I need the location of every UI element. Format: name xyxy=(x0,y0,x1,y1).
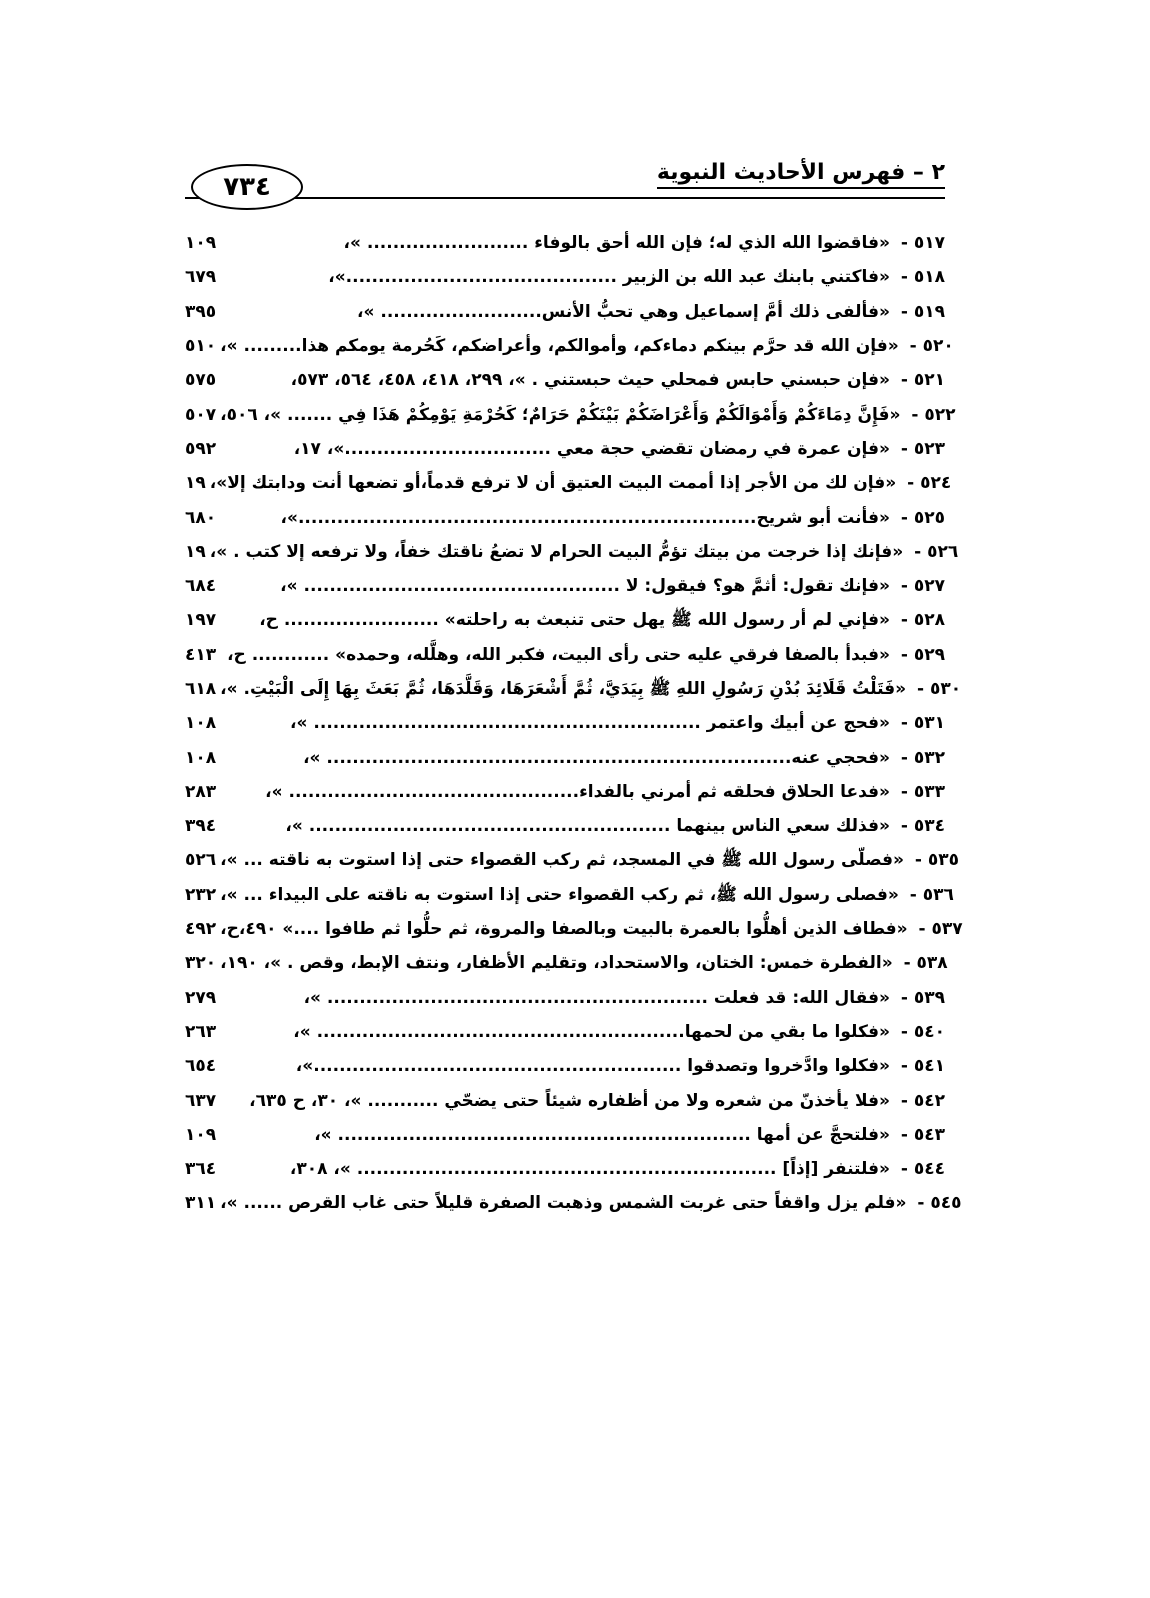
index-entry xyxy=(185,569,945,603)
entry-number: ٥١٨ - xyxy=(900,267,945,288)
entry-number: ٥٢٩ - xyxy=(900,644,945,665)
index-entry xyxy=(185,809,945,843)
index-entry xyxy=(185,775,945,809)
entry-text: «فإن الله قد حرَّم بينكم دماءكم، وأموالكم، وأعراضكم، كَحُرمة يومكم هذا......... »، xyxy=(220,336,899,357)
entry-page-ref: ٦٥٤ xyxy=(185,1056,217,1077)
entry-page-ref: ١٩٧ xyxy=(185,610,217,631)
entry-page-ref: ٣٢٠ xyxy=(185,953,217,974)
entry-number: ٥٣٤ - xyxy=(900,816,945,837)
entry-page-ref: ١٠٩ xyxy=(185,1124,217,1145)
entry-number: ٥٢٠ - xyxy=(909,336,954,357)
entry-page-ref: ٢٣٢ xyxy=(185,884,217,905)
entry-page-ref: ٣١١ xyxy=(185,1193,217,1214)
index-entry xyxy=(185,295,945,329)
index-entry xyxy=(185,329,954,363)
index-entry xyxy=(185,1118,945,1152)
entry-page-ref: ١٩ xyxy=(185,473,206,494)
entry-text: «فكلوا وادَّخروا وتصدقوا .........................................................»، xyxy=(295,1056,890,1077)
entry-number: ٥٣٣ - xyxy=(900,781,945,802)
entry-text: «فطاف الذين أهلُّوا بالعمرة بالبيت وبالصفا والمروة، ثم حلُّوا ثم طافوا ....» ٤٩٠،ح، xyxy=(220,919,908,940)
entry-number: ٥٤٥ - xyxy=(917,1193,962,1214)
entry-text: «فحجي عنه........................................................................ »، xyxy=(303,747,890,768)
entry-number: ٥٣٩ - xyxy=(900,987,945,1008)
entry-number: ٥٢٢ - xyxy=(911,404,956,425)
entry-text: «فحج عن أبيك واعتمر ............................................................ »، xyxy=(290,713,890,734)
entry-number: ٥٢٥ - xyxy=(900,507,945,528)
entry-page-ref: ٦١٨ xyxy=(185,679,217,699)
entry-text: «فإن عمرة في رمضان تقضي حجة معي ................................»، ١٧، xyxy=(293,438,890,459)
entry-number: ٥٤٢ - xyxy=(900,1090,945,1111)
entry-text: «فإني لم أر رسول الله ﷺ يهل حتى تنبعث به راحلته» ........................ ح، xyxy=(259,610,890,631)
entry-number: ٥٢١ - xyxy=(900,370,945,391)
entry-page-ref: ١٠٩ xyxy=(185,233,217,254)
index-entry xyxy=(185,843,960,877)
entry-text: «فاقضوا الله الذي له؛ فإن الله أحق بالوفاء ......................... »، xyxy=(343,233,890,254)
entry-page-ref: ١٠٨ xyxy=(185,713,217,734)
index-entry xyxy=(185,1152,945,1186)
page-title: ٢ – فهرس الأحاديث النبوية xyxy=(657,160,945,189)
entry-text: «فبدأ بالصفا فرقي عليه حتى رأى البيت، فكبر الله، وهلَّله، وحمده» ............ ح، xyxy=(227,644,890,665)
entry-text: «فاكتني بابنك عبد الله بن الزبير ..........................................»، xyxy=(328,267,890,288)
entry-number: ٥٢٤ - xyxy=(907,473,952,494)
entry-page-ref: ٢٧٩ xyxy=(185,987,217,1008)
entry-page-ref: ٦٣٧ xyxy=(185,1090,217,1111)
index-entry xyxy=(185,1015,945,1049)
index-entry xyxy=(185,1083,945,1117)
entry-text: «فإنك تقول: أثمَّ هو؟ فيقول: لا ................................................. »، xyxy=(280,576,890,597)
entry-page-ref: ٥٧٥ xyxy=(185,370,217,391)
entry-page-ref: ٤١٣ xyxy=(185,644,217,665)
page-number: ٧٣٤ xyxy=(191,164,303,210)
entry-number: ٥٢٣ - xyxy=(900,438,945,459)
entry-number: ٥٣٥ - xyxy=(914,850,960,871)
index-entry xyxy=(185,363,945,397)
entry-number: ٥٣٨ - xyxy=(903,953,948,974)
entry-number: ٥١٧ - xyxy=(900,233,945,254)
index-entry xyxy=(185,260,945,294)
entry-page-ref: ٥١٠ xyxy=(185,336,217,357)
index-entry xyxy=(185,535,959,569)
index-entry xyxy=(185,706,945,740)
entry-number: ٥٤٤ - xyxy=(900,1159,945,1180)
index-entry xyxy=(185,672,962,706)
index-entry xyxy=(185,397,956,431)
entry-page-ref: ٥٠٧ xyxy=(185,404,217,425)
page-header xyxy=(185,160,945,208)
entry-number: ٥٢٦ - xyxy=(914,541,959,562)
entry-number: ٥١٩ - xyxy=(900,301,945,322)
entry-page-ref: ٣٩٤ xyxy=(185,816,217,837)
entry-text: «فأنت أبو شريح.......................................................................»، xyxy=(280,507,890,528)
entry-text: «فَتَلْتُ قَلَائِدَ بُدْنِ رَسُولِ اللهِ ﷺ بِيَدَيَّ، ثُمَّ أَشْعَرَهَا، وَقَلَّدَهَا، ثُمَّ بَعَثَ بِهَا إِلَى الْبَيْتِ. »، xyxy=(220,679,907,699)
entry-number: ٥٣٧ - xyxy=(918,919,963,940)
entry-text: «فَإِنَّ دِمَاءَكُمْ وَأَمْوَالَكُمْ وَأَعْرَاضَكُمْ بَيْنَكُمْ حَرَامٌ؛ كَحُرْمَةِ يَوْمِكُمْ هَذَا فِي ....... »، ٥٠٦، xyxy=(220,404,901,425)
entry-text: «فلتنفر [إذاً] ................................................................. »، ٣٠٨، xyxy=(289,1159,890,1180)
entry-text: «فلم يزل واقفاً حتى غربت الشمس وذهبت الصفرة قليلاً حتى غاب القرص ...... »، xyxy=(220,1193,907,1214)
index-entry xyxy=(185,603,945,637)
entry-number: ٥٤١ - xyxy=(900,1056,945,1077)
entry-text: «فإن لك من الأجر إذا أممت البيت العتيق أن لا ترفع قدماً،أو تضعها أنت ودابتك إلا»، xyxy=(209,473,897,494)
index-entry xyxy=(185,1049,945,1083)
entry-text: «فصلّى رسول الله ﷺ في المسجد، ثم ركب القصواء حتى إذا استوت به ناقته ... »، xyxy=(220,850,905,871)
index-entry xyxy=(185,1186,962,1220)
entry-text: «فألفى ذلك أمَّ إسماعيل وهي تحبُّ الأنس......................... »، xyxy=(357,301,890,322)
entry-number: ٥٢٧ - xyxy=(900,576,945,597)
entry-page-ref: ٣٩٥ xyxy=(185,301,217,322)
index-entry xyxy=(185,912,963,946)
entry-text: «الفطرة خمس: الختان، والاستحداد، وتقليم الأظفار، ونتف الإبط، وقص . »، ١٩٠، xyxy=(220,953,893,974)
entry-page-ref: ٦٨٠ xyxy=(185,507,217,528)
entry-text: «فقال الله: قد فعلت ........................................................... »، xyxy=(303,987,890,1008)
entry-number: ٥٣٦ - xyxy=(909,884,954,905)
entry-text: «فإن حبسني حابس فمحلي حيث حبستني . »، ٢٩٩، ٤١٨، ٤٥٨، ٥٦٤، ٥٧٣، xyxy=(290,370,890,391)
entry-page-ref: ٢٦٣ xyxy=(185,1021,217,1042)
index-entry xyxy=(185,432,945,466)
index-entry xyxy=(185,500,945,534)
entry-page-ref: ١٩ xyxy=(185,541,206,562)
entry-page-ref: ٣٦٤ xyxy=(185,1159,217,1180)
entry-text: «فذلك سعي الناس بينهما ........................................................ »، xyxy=(285,816,890,837)
entry-number: ٥٣٢ - xyxy=(900,747,945,768)
header-rule xyxy=(185,197,945,199)
entry-page-ref: ٥٢٦ xyxy=(185,850,217,871)
index-entry xyxy=(185,638,945,672)
entry-number: ٥٣٠ - xyxy=(917,679,962,699)
index-entry xyxy=(185,466,952,500)
entry-number: ٥٤٠ - xyxy=(900,1021,945,1042)
entry-text: «فإنك إذا خرجت من بيتك تؤمُّ البيت الحرام لا تضعُ ناقتك خفاً، ولا ترفعه إلا كتب . »، xyxy=(209,541,904,562)
index-entry xyxy=(185,740,945,774)
entry-number: ٥٣١ - xyxy=(900,713,945,734)
entry-page-ref: ١٠٨ xyxy=(185,747,217,768)
entry-text: «فلا يأخذنّ من شعره ولا من أظفاره شيئاً حتى يضحّي ........... »، ٣٠، ح ٦٣٥، xyxy=(249,1090,890,1111)
index-entry xyxy=(185,878,954,912)
entry-page-ref: ٦٧٩ xyxy=(185,267,217,288)
entry-text: «فكلوا ما بقي من لحمها......................................................... »، xyxy=(293,1021,890,1042)
entry-page-ref: ٥٩٢ xyxy=(185,438,217,459)
entry-page-ref: ٢٨٣ xyxy=(185,781,217,802)
entry-text: «فدعا الحلاق فحلقه ثم أمرني بالفداء............................................. »، xyxy=(265,781,890,802)
entry-text: «فصلى رسول الله ﷺ، ثم ركب القصواء حتى إذا استوت به ناقته على البيداء ... »، xyxy=(220,884,899,905)
index-entry xyxy=(185,981,945,1015)
entry-number: ٥٢٨ - xyxy=(900,610,945,631)
hadith-index-list xyxy=(185,226,963,1221)
index-entry xyxy=(185,946,948,980)
entry-text: «فلتحجَّ عن أمها ................................................................ »، xyxy=(314,1124,890,1145)
entry-page-ref: ٤٩٢ xyxy=(185,919,217,940)
entry-number: ٥٤٣ - xyxy=(900,1124,945,1145)
index-entry xyxy=(185,226,945,260)
entry-page-ref: ٦٨٤ xyxy=(185,576,217,597)
